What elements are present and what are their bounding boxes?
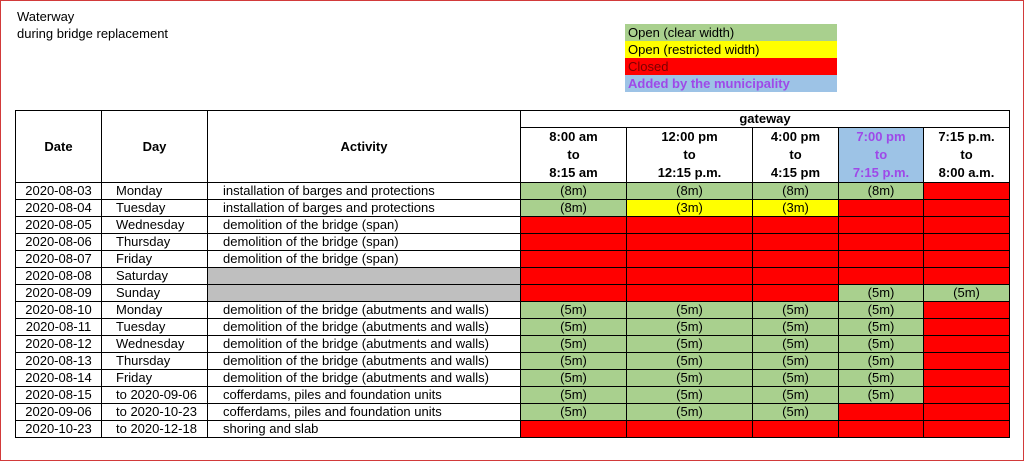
slot-time-line: to [960, 147, 973, 162]
status-cell: (5m) [521, 302, 627, 319]
activity-cell: demolition of the bridge (abutments and walls) [208, 302, 521, 319]
status-cell [839, 200, 924, 217]
status-cell: (5m) [753, 387, 839, 404]
status-cell [627, 217, 753, 234]
status-cell: (5m) [839, 387, 924, 404]
status-cell: (5m) [753, 404, 839, 421]
table-row [16, 268, 1010, 285]
schedule-table [15, 110, 1010, 438]
activity-cell: demolition of the bridge (abutments and walls) [208, 336, 521, 353]
status-cell [521, 268, 627, 285]
status-cell [924, 302, 1010, 319]
slot-time-line: 8:15 am [549, 165, 598, 180]
status-cell [627, 285, 753, 302]
status-cell [924, 234, 1010, 251]
slot-time-line: to [567, 147, 580, 162]
legend-item: Added by the municipality [625, 75, 837, 92]
status-cell [753, 285, 839, 302]
status-cell [521, 421, 627, 438]
status-cell [924, 200, 1010, 217]
status-cell [839, 217, 924, 234]
status-cell [521, 251, 627, 268]
slot-time-line: 4:15 pm [770, 165, 821, 180]
status-cell: (5m) [627, 302, 753, 319]
date-cell: 2020-10-23 [16, 421, 102, 438]
activity-cell: demolition of the bridge (span) [208, 234, 521, 251]
status-cell: (5m) [627, 319, 753, 336]
date-cell: 2020-08-09 [16, 285, 102, 302]
status-cell: (5m) [521, 387, 627, 404]
activity-cell: cofferdams, piles and foundation units [208, 404, 521, 421]
status-cell [924, 251, 1010, 268]
status-cell [924, 183, 1010, 200]
table-row [16, 404, 1010, 421]
status-cell: (8m) [521, 200, 627, 217]
status-cell [521, 285, 627, 302]
table-row [16, 200, 1010, 217]
status-cell: (8m) [753, 183, 839, 200]
status-cell [753, 421, 839, 438]
table-row [16, 319, 1010, 336]
status-cell [924, 217, 1010, 234]
slot-time-line: 4:00 pm [770, 129, 821, 144]
slot-time-line: 8:00 a.m. [938, 165, 995, 180]
status-cell: (5m) [839, 336, 924, 353]
status-cell: (5m) [521, 353, 627, 370]
slot-time-line: 7:15 p.m. [852, 165, 910, 180]
status-cell [627, 251, 753, 268]
date-cell: 2020-08-05 [16, 217, 102, 234]
status-cell: (8m) [627, 183, 753, 200]
status-cell [753, 268, 839, 285]
status-cell: (5m) [627, 353, 753, 370]
status-cell [753, 251, 839, 268]
slot-time-line: to [874, 147, 888, 162]
table-row [16, 285, 1010, 302]
table-row [16, 421, 1010, 438]
column-header-slot [627, 128, 753, 183]
legend [625, 24, 837, 92]
column-header-slot [839, 128, 924, 183]
status-cell: (5m) [521, 370, 627, 387]
status-cell: (3m) [627, 200, 753, 217]
day-cell: Sunday [102, 285, 208, 302]
column-header-slot [924, 128, 1010, 183]
status-cell: (5m) [627, 404, 753, 421]
status-cell [839, 234, 924, 251]
activity-cell [208, 285, 521, 302]
day-cell: to 2020-10-23 [102, 404, 208, 421]
status-cell [924, 268, 1010, 285]
title-line-2: during bridge replacement [17, 26, 169, 41]
slot-time-line: 12:15 p.m. [657, 165, 722, 180]
day-cell: Saturday [102, 268, 208, 285]
column-header-gateway: gateway [521, 111, 1010, 128]
date-cell: 2020-08-04 [16, 200, 102, 217]
day-cell: Friday [102, 370, 208, 387]
slot-time-line: 7:15 p.m. [938, 129, 995, 144]
column-header-day: Day [102, 111, 208, 183]
status-cell: (5m) [627, 387, 753, 404]
day-cell: Friday [102, 251, 208, 268]
day-cell: to 2020-09-06 [102, 387, 208, 404]
status-cell: (5m) [839, 370, 924, 387]
status-cell [924, 319, 1010, 336]
status-cell [753, 217, 839, 234]
status-cell: (5m) [839, 319, 924, 336]
status-cell: (5m) [753, 319, 839, 336]
status-cell: (5m) [753, 370, 839, 387]
column-header-date: Date [16, 111, 102, 183]
status-cell [839, 251, 924, 268]
status-cell [839, 404, 924, 421]
status-cell [753, 234, 839, 251]
status-cell [627, 268, 753, 285]
status-cell [839, 421, 924, 438]
status-cell: (5m) [627, 336, 753, 353]
day-cell: to 2020-12-18 [102, 421, 208, 438]
table-row [16, 336, 1010, 353]
status-cell [924, 421, 1010, 438]
date-cell: 2020-08-11 [16, 319, 102, 336]
status-cell: (5m) [839, 302, 924, 319]
day-cell: Wednesday [102, 217, 208, 234]
slot-time-line: to [789, 147, 802, 162]
date-cell: 2020-09-06 [16, 404, 102, 421]
legend-item: Open (restricted width) [625, 41, 837, 58]
status-cell: (5m) [627, 370, 753, 387]
date-cell: 2020-08-03 [16, 183, 102, 200]
slot-time-line: 7:00 pm [856, 129, 906, 144]
activity-cell: demolition of the bridge (abutments and walls) [208, 370, 521, 387]
day-cell: Tuesday [102, 319, 208, 336]
column-header-activity: Activity [208, 111, 521, 183]
date-cell: 2020-08-10 [16, 302, 102, 319]
column-header-slot [521, 128, 627, 183]
date-cell: 2020-08-14 [16, 370, 102, 387]
status-cell [627, 421, 753, 438]
day-cell: Wednesday [102, 336, 208, 353]
table-row [16, 387, 1010, 404]
title-line-1: Waterway [17, 9, 75, 24]
table-row [16, 353, 1010, 370]
status-cell: (5m) [839, 353, 924, 370]
day-cell: Tuesday [102, 200, 208, 217]
status-cell: (5m) [521, 336, 627, 353]
status-cell [924, 404, 1010, 421]
day-cell: Thursday [102, 353, 208, 370]
table-row [16, 183, 1010, 200]
table-row [16, 302, 1010, 319]
table-row [16, 234, 1010, 251]
date-cell: 2020-08-06 [16, 234, 102, 251]
status-cell [521, 234, 627, 251]
slot-time-line: 12:00 pm [661, 129, 718, 144]
date-cell: 2020-08-12 [16, 336, 102, 353]
activity-cell: demolition of the bridge (span) [208, 251, 521, 268]
activity-cell: installation of barges and protections [208, 183, 521, 200]
status-cell [924, 370, 1010, 387]
status-cell: (5m) [521, 404, 627, 421]
activity-cell: demolition of the bridge (abutments and walls) [208, 319, 521, 336]
status-cell: (8m) [521, 183, 627, 200]
date-cell: 2020-08-13 [16, 353, 102, 370]
legend-item: Open (clear width) [625, 24, 837, 41]
activity-cell [208, 268, 521, 285]
column-header-slot [753, 128, 839, 183]
slot-time-line: 8:00 am [549, 129, 598, 144]
status-cell: (5m) [753, 353, 839, 370]
status-cell [839, 268, 924, 285]
table-row [16, 251, 1010, 268]
status-cell [627, 234, 753, 251]
document-title [17, 8, 168, 42]
status-cell: (5m) [753, 336, 839, 353]
date-cell: 2020-08-15 [16, 387, 102, 404]
activity-cell: demolition of the bridge (span) [208, 217, 521, 234]
status-cell [924, 387, 1010, 404]
table-row [16, 370, 1010, 387]
table-row [16, 217, 1010, 234]
activity-cell: cofferdams, piles and foundation units [208, 387, 521, 404]
status-cell: (5m) [924, 285, 1010, 302]
day-cell: Monday [102, 183, 208, 200]
status-cell [924, 336, 1010, 353]
day-cell: Monday [102, 302, 208, 319]
status-cell: (5m) [753, 302, 839, 319]
status-cell: (8m) [839, 183, 924, 200]
status-cell [521, 217, 627, 234]
date-cell: 2020-08-08 [16, 268, 102, 285]
slot-time-line: to [683, 147, 696, 162]
day-cell: Thursday [102, 234, 208, 251]
legend-item: Closed [625, 58, 837, 75]
status-cell: (3m) [753, 200, 839, 217]
activity-cell: installation of barges and protections [208, 200, 521, 217]
status-cell [924, 353, 1010, 370]
activity-cell: demolition of the bridge (abutments and walls) [208, 353, 521, 370]
activity-cell: shoring and slab [208, 421, 521, 438]
status-cell: (5m) [839, 285, 924, 302]
date-cell: 2020-08-07 [16, 251, 102, 268]
status-cell: (5m) [521, 319, 627, 336]
